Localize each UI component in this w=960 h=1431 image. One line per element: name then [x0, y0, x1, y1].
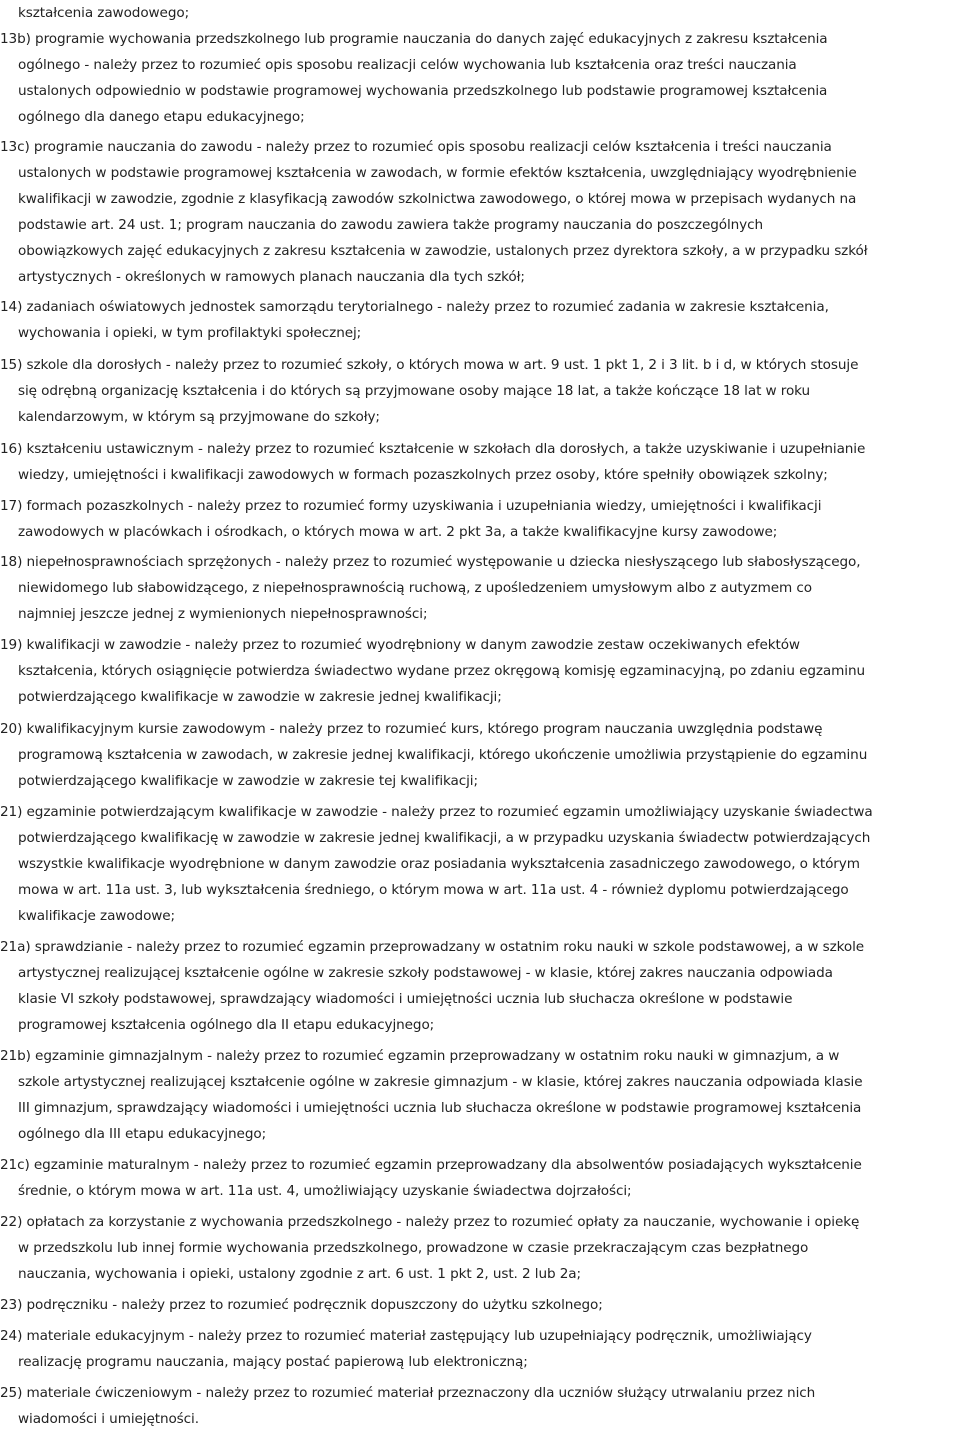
paragraph-line: szkole artystycznej realizującej kształcenie ogólne w zakresie gimnazjum - w klasie, której zakres nauczania odpowiada klasie: [18, 1074, 863, 1090]
paragraph-line: ogólnego - należy przez to rozumieć opis sposobu realizacji celów wychowania lub kształcenia oraz treści nauczania: [18, 57, 797, 73]
paragraph-line: wiedzy, umiejętności i kwalifikacji zawodowych w formach pozaszkolnych przez osoby, które spełniły obowiązek szkolny;: [18, 467, 828, 483]
paragraph-line: w przedszkolu lub innej formie wychowania przedszkolnego, prowadzone w czasie przekraczającym czas bezpłatnego: [18, 1240, 809, 1256]
paragraph-line: podstawie art. 24 ust. 1; program nauczania do zawodu zawiera także programy nauczania do poszczególnych: [18, 217, 763, 233]
paragraph-line: programowej kształcenia ogólnego dla II etapu edukacyjnego;: [18, 1017, 435, 1033]
paragraph-line: nauczania, wychowania i opieki, ustalony zgodnie z art. 6 ust. 1 pkt 2, ust. 2 lub 2a;: [18, 1266, 581, 1282]
paragraph-line: zawodowych w placówkach i ośrodkach, o których mowa w art. 2 pkt 3a, a także kwalifikacyjne kursy zawodowe;: [18, 524, 778, 540]
paragraph-line: kwalifikacji w zawodzie, zgodnie z klasyfikacją zawodów szkolnictwa zawodowego, o której mowa w przepisach wydanych na: [18, 191, 857, 207]
paragraph-line: III gimnazjum, sprawdzający wiadomości i umiejętności ucznia lub słuchacza określone w podstawie programowej kształcenia: [18, 1100, 862, 1116]
paragraph-line: 23) podręczniku - należy przez to rozumieć podręcznik dopuszczony do użytku szkolnego;: [0, 1297, 603, 1313]
paragraph-line: programową kształcenia w zawodach, w zakresie jednej kwalifikacji, którego ukończenie umożliwia przystąpienie do egzaminu: [18, 747, 868, 763]
paragraph-line: ogólnego dla III etapu edukacyjnego;: [18, 1126, 267, 1142]
paragraph-line: najmniej jeszcze jednej z wymienionych niepełnosprawności;: [18, 606, 428, 622]
paragraph-line: potwierdzającego kwalifikację w zawodzie w zakresie jednej kwalifikacji, a w przypadku uzyskania świadectw potwierdzających: [18, 830, 871, 846]
paragraph-line: 21b) egzaminie gimnazjalnym - należy przez to rozumieć egzamin przeprowadzany w ostatnim roku nauki w gimnazjum, a w: [0, 1048, 840, 1064]
paragraph-line: kalendarzowym, w którym są przyjmowane do szkoły;: [18, 409, 380, 425]
paragraph-line: się odrębną organizację kształcenia i do których są przyjmowane osoby mające 18 lat, a także kończące 18 lat w roku: [18, 383, 811, 399]
paragraph-line: 17) formach pozaszkolnych - należy przez to rozumieć formy uzyskiwania i uzupełniania wiedzy, umiejętności i kwalifikacji: [0, 498, 822, 514]
paragraph-line: 24) materiale edukacyjnym - należy przez to rozumieć materiał zastępujący lub uzupełniający podręcznik, umożliwiający: [0, 1328, 812, 1344]
paragraph-line: 16) kształceniu ustawicznym - należy przez to rozumieć kształcenie w szkołach dla dorosłych, a także uzyskiwanie i uzupełnianie: [0, 441, 866, 457]
paragraph-line: ustalonych odpowiednio w podstawie programowej wychowania przedszkolnego lub podstawie programowej kształcenia: [18, 83, 828, 99]
paragraph-line: 22) opłatach za korzystanie z wychowania przedszkolnego - należy przez to rozumieć opłaty za nauczanie, wychowanie i opiekę: [0, 1214, 860, 1230]
paragraph-line: średnie, o którym mowa w art. 11a ust. 4, umożliwiający uzyskanie świadectwa dojrzałości;: [18, 1183, 632, 1199]
paragraph-line: 21c) egzaminie maturalnym - należy przez to rozumieć egzamin przeprowadzany dla absolwentów posiadających wykształcenie: [0, 1157, 862, 1173]
paragraph-line: mowa w art. 11a ust. 3, lub wykształcenia średniego, o którym mowa w art. 11a ust. 4 - również dyplomu potwierdzającego: [18, 882, 849, 898]
paragraph-line: klasie VI szkoły podstawowej, sprawdzający wiadomości i umiejętności ucznia lub słuchacza określone w podstawie: [18, 991, 793, 1007]
paragraph-line: 13b) programie wychowania przedszkolnego lub programie nauczania do danych zajęć edukacyjnych z zakresu kształcenia: [0, 31, 828, 47]
paragraph-line: artystycznych - określonych w ramowych planach nauczania dla tych szkół;: [18, 269, 525, 285]
paragraph-line: ogólnego dla danego etapu edukacyjnego;: [18, 109, 305, 125]
paragraph-line: kształcenia, których osiągnięcie potwierdza świadectwo wydane przez okręgową komisję egzaminacyjną, po zdaniu egzaminu: [18, 663, 865, 679]
paragraph-line: wszystkie kwalifikacje wyodrębnione w danym zawodzie oraz posiadania wykształcenia zasadniczego zawodowego, o którym: [18, 856, 860, 872]
paragraph-line: 14) zadaniach oświatowych jednostek samorządu terytorialnego - należy przez to rozumieć zadania w zakresie kształcenia,: [0, 299, 829, 315]
paragraph-line: kwalifikacje zawodowe;: [18, 908, 176, 924]
paragraph-line: 21a) sprawdzianie - należy przez to rozumieć egzamin przeprowadzany w ostatnim roku nauki w szkole podstawowej, a w szkole: [0, 939, 865, 955]
paragraph-line: potwierdzającego kwalifikacje w zawodzie w zakresie jednej kwalifikacji;: [18, 689, 502, 705]
paragraph-line: obowiązkowych zajęć edukacyjnych z zakresu kształcenia w zawodzie, ustalonych przez dyrektora szkoły, a w przypadku szkół: [18, 243, 868, 259]
paragraph-line: realizację programu nauczania, mający postać papierową lub elektroniczną;: [18, 1354, 528, 1370]
paragraph-line: potwierdzającego kwalifikacje w zawodzie w zakresie tej kwalifikacji;: [18, 773, 478, 789]
paragraph-line: wiadomości i umiejętności.: [18, 1411, 199, 1427]
paragraph-line: artystycznej realizującej kształcenie ogólne w zakresie szkoły podstawowej - w klasie, której zakres nauczania odpowiada: [18, 965, 833, 981]
paragraph-line: 18) niepełnosprawnościach sprzężonych - należy przez to rozumieć występowanie u dziecka niesłyszącego lub słabosłyszącego,: [0, 554, 861, 570]
paragraph-line: 21) egzaminie potwierdzającym kwalifikacje w zawodzie - należy przez to rozumieć egzamin umożliwiający uzyskanie świadectwa: [0, 804, 873, 820]
paragraph-line: wychowania i opieki, w tym profilaktyki społecznej;: [18, 325, 362, 341]
paragraph-line: 13c) programie nauczania do zawodu - należy przez to rozumieć opis sposobu realizacji celów kształcenia i treści nauczania: [0, 139, 832, 155]
paragraph-line: 20) kwalifikacyjnym kursie zawodowym - należy przez to rozumieć kurs, którego program nauczania uwzględnia podstawę: [0, 721, 823, 737]
paragraph-line: ustalonych w podstawie programowej kształcenia w zawodach, w formie efektów kształcenia, uwzględniający wyodrębnienie: [18, 165, 857, 181]
paragraph-line: niewidomego lub słabowidzącego, z niepełnosprawnością ruchową, z upośledzeniem umysłowym albo z autyzmem co: [18, 580, 812, 596]
paragraph-line: 25) materiale ćwiczeniowym - należy przez to rozumieć materiał przeznaczony dla uczniów służący utrwalaniu przez nich: [0, 1385, 816, 1401]
paragraph-line: 19) kwalifikacji w zawodzie - należy przez to rozumieć wyodrębniony w danym zawodzie zestaw oczekiwanych efektów: [0, 637, 800, 653]
paragraph-line: 15) szkole dla dorosłych - należy przez to rozumieć szkoły, o których mowa w art. 9 ust. 1 pkt 1, 2 i 3 lit. b i d, w których stosuje: [0, 357, 859, 373]
paragraph-line: kształcenia zawodowego;: [18, 5, 190, 21]
